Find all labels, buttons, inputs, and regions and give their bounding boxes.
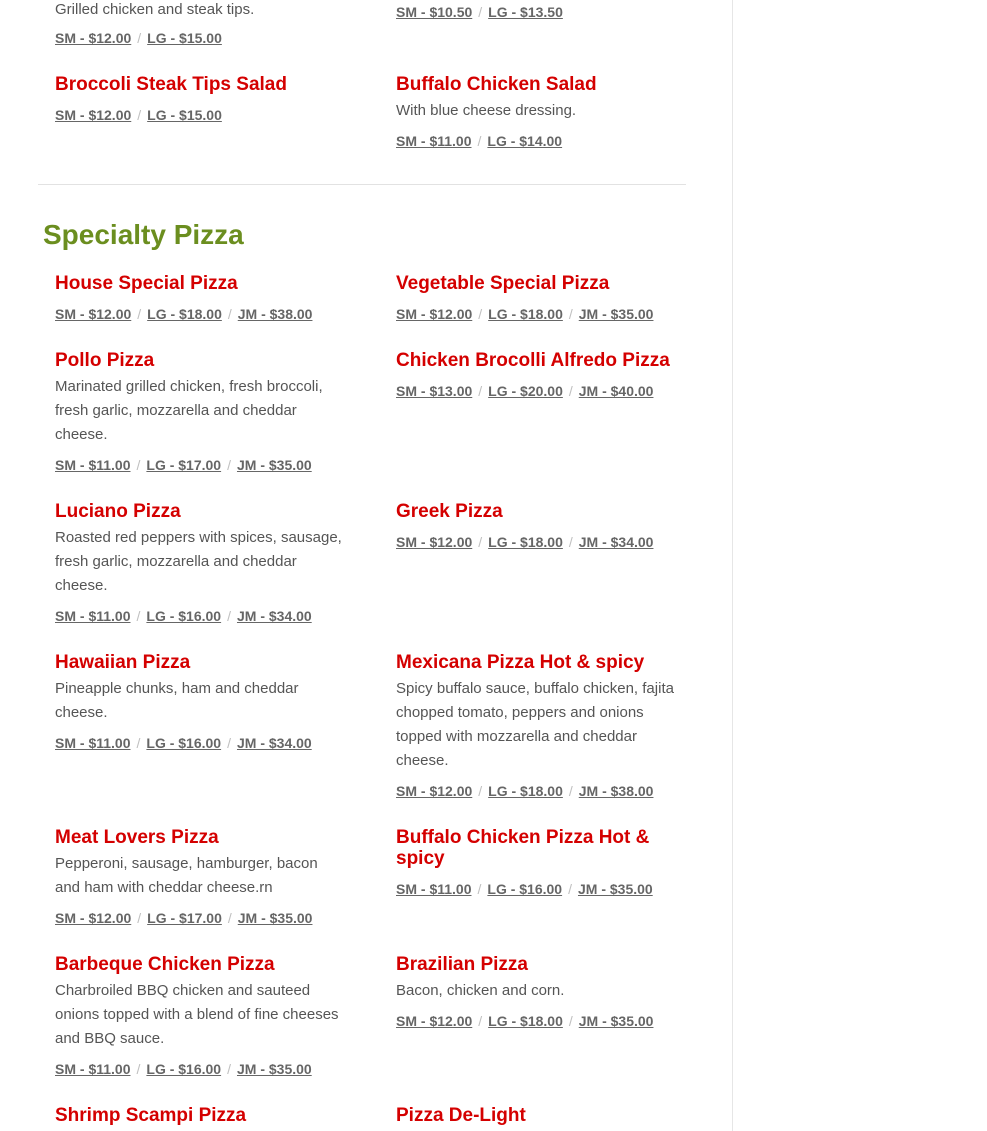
price-separator: / xyxy=(568,383,573,399)
pizza-prices xyxy=(396,534,653,550)
price-link[interactable]: SM - $11.00 xyxy=(396,881,472,897)
pizza-prices xyxy=(396,306,653,322)
pizza-prices xyxy=(55,1061,312,1077)
price-link[interactable]: JM - $40.00 xyxy=(578,383,654,399)
price-link[interactable]: SM - $13.00 xyxy=(396,383,473,399)
price-separator: / xyxy=(478,383,483,399)
price-separator: / xyxy=(478,534,483,550)
salad-prices xyxy=(396,4,563,20)
price-link[interactable]: JM - $35.00 xyxy=(236,457,312,473)
price-link[interactable]: SM - $12.00 xyxy=(55,30,132,46)
pizza-description: Bacon, chicken and corn. xyxy=(396,982,565,999)
price-link[interactable]: LG - $17.00 xyxy=(146,457,222,473)
price-separator: / xyxy=(478,306,483,322)
pizza-description: Marinated grilled chicken, fresh broccoli, fresh garlic, mozzarella and cheddar cheese. xyxy=(55,378,323,443)
price-link[interactable]: LG - $16.00 xyxy=(146,735,222,751)
price-link[interactable]: LG - $16.00 xyxy=(146,1061,222,1077)
pizza-name: Pollo Pizza xyxy=(55,350,155,371)
price-link[interactable]: LG - $16.00 xyxy=(487,881,563,897)
price-link[interactable]: LG - $18.00 xyxy=(488,534,563,550)
price-link[interactable]: SM - $12.00 xyxy=(55,306,132,322)
price-separator: / xyxy=(136,1061,141,1077)
salad-description: With blue cheese dressing. xyxy=(396,102,577,119)
price-link[interactable]: LG - $18.00 xyxy=(488,1013,563,1029)
pizza-name: Barbeque Chicken Pizza xyxy=(55,954,275,975)
salad-prices xyxy=(55,107,222,123)
price-link[interactable]: SM - $12.00 xyxy=(396,783,473,799)
price-link[interactable]: LG - $15.00 xyxy=(147,30,222,46)
pizza-name: Shrimp Scampi Pizza xyxy=(55,1105,247,1126)
price-link[interactable]: LG - $16.00 xyxy=(146,608,222,624)
price-separator: / xyxy=(227,457,231,473)
pizza-name: Greek Pizza xyxy=(396,501,503,522)
price-link[interactable]: SM - $11.00 xyxy=(55,735,131,751)
price-separator: / xyxy=(227,608,231,624)
pizza-name: Mexicana Pizza Hot & spicy xyxy=(396,652,645,673)
pizza-name: Luciano Pizza xyxy=(55,501,181,522)
section-title: Specialty Pizza xyxy=(43,219,244,250)
salad-prices xyxy=(396,133,562,149)
price-separator: / xyxy=(227,910,232,926)
price-link[interactable]: LG - $15.00 xyxy=(147,107,222,123)
pizza-prices xyxy=(55,306,312,322)
pizza-prices xyxy=(396,881,653,897)
pizza-name: Pizza De-Light xyxy=(396,1105,526,1126)
price-link[interactable]: LG - $18.00 xyxy=(488,306,563,322)
price-separator: / xyxy=(136,608,141,624)
price-link[interactable]: SM - $12.00 xyxy=(396,534,473,550)
price-separator: / xyxy=(478,1013,483,1029)
pizza-prices xyxy=(396,783,653,799)
price-separator: / xyxy=(137,306,142,322)
pizza-prices xyxy=(55,910,312,926)
price-link[interactable]: LG - $14.00 xyxy=(487,133,563,149)
price-separator: / xyxy=(478,4,483,20)
price-link[interactable]: SM - $10.50 xyxy=(396,4,473,20)
price-link[interactable]: JM - $34.00 xyxy=(236,735,312,751)
pizza-description: Pepperoni, sausage, hamburger, bacon and ham with cheddar cheese.rn xyxy=(55,855,318,896)
pizza-name: Brazilian Pizza xyxy=(396,954,528,975)
price-separator: / xyxy=(137,30,142,46)
salad-prices xyxy=(55,30,222,46)
price-separator: / xyxy=(227,306,232,322)
price-link[interactable]: JM - $35.00 xyxy=(578,1013,654,1029)
pizza-name: Meat Lovers Pizza xyxy=(55,827,219,848)
pizza-prices xyxy=(55,457,312,473)
pizza-name: Chicken Brocolli Alfredo Pizza xyxy=(396,350,670,371)
price-link[interactable]: LG - $18.00 xyxy=(488,783,563,799)
price-separator: / xyxy=(478,783,483,799)
price-separator: / xyxy=(137,910,142,926)
price-link[interactable]: JM - $34.00 xyxy=(236,608,312,624)
price-separator: / xyxy=(227,1061,231,1077)
price-link[interactable]: SM - $11.00 xyxy=(55,608,131,624)
price-separator: / xyxy=(568,534,573,550)
pizza-name: Hawaiian Pizza xyxy=(55,652,191,673)
price-link[interactable]: SM - $11.00 xyxy=(55,1061,131,1077)
price-link[interactable]: LG - $13.50 xyxy=(488,4,563,20)
price-link[interactable]: JM - $38.00 xyxy=(578,783,654,799)
pizza-prices xyxy=(396,383,653,399)
pizza-description: Spicy buffalo sauce, buffalo chicken, fajita chopped tomato, peppers and onions topped with mozzarella and cheddar cheese. xyxy=(396,680,674,769)
price-link[interactable]: JM - $38.00 xyxy=(237,306,313,322)
pizza-prices xyxy=(55,608,312,624)
price-link[interactable]: SM - $11.00 xyxy=(396,133,472,149)
price-separator: / xyxy=(568,783,573,799)
price-link[interactable]: LG - $18.00 xyxy=(147,306,222,322)
pizza-description: Pineapple chunks, ham and cheddar cheese. xyxy=(55,680,299,721)
pizza-description: Roasted red peppers with spices, sausage, fresh garlic, mozzarella and cheddar cheese. xyxy=(55,529,342,594)
price-link[interactable]: JM - $34.00 xyxy=(578,534,654,550)
price-separator: / xyxy=(568,881,572,897)
price-separator: / xyxy=(136,735,141,751)
price-separator: / xyxy=(136,457,141,473)
price-link[interactable]: SM - $12.00 xyxy=(55,107,132,123)
price-link[interactable]: JM - $35.00 xyxy=(236,1061,312,1077)
column-divider xyxy=(732,0,733,1131)
section-divider xyxy=(38,184,686,185)
price-link[interactable]: LG - $17.00 xyxy=(147,910,222,926)
price-separator: / xyxy=(477,133,482,149)
price-separator: / xyxy=(137,107,142,123)
price-link[interactable]: SM - $12.00 xyxy=(396,306,473,322)
price-link[interactable]: SM - $12.00 xyxy=(396,1013,473,1029)
salad-name: Buffalo Chicken Salad xyxy=(396,74,597,95)
salad-name: Broccoli Steak Tips Salad xyxy=(55,74,287,95)
pizza-description: Charbroiled BBQ chicken and sauteed onions topped with a blend of fine cheeses and BBQ sauce. xyxy=(55,982,339,1047)
price-link[interactable]: JM - $35.00 xyxy=(237,910,313,926)
price-separator: / xyxy=(227,735,231,751)
price-separator: / xyxy=(568,1013,573,1029)
pizza-prices xyxy=(396,1013,653,1029)
price-separator: / xyxy=(477,881,482,897)
pizza-prices xyxy=(55,735,312,751)
salad-description: Grilled chicken and steak tips. xyxy=(55,1,255,18)
pizza-name: Buffalo Chicken Pizza Hot & spicy xyxy=(396,827,650,869)
pizza-name: House Special Pizza xyxy=(55,273,238,294)
price-link[interactable]: SM - $11.00 xyxy=(55,457,131,473)
price-link[interactable]: JM - $35.00 xyxy=(577,881,653,897)
price-link[interactable]: JM - $35.00 xyxy=(578,306,654,322)
price-separator: / xyxy=(568,306,573,322)
price-link[interactable]: SM - $12.00 xyxy=(55,910,132,926)
price-link[interactable]: LG - $20.00 xyxy=(488,383,563,399)
pizza-name: Vegetable Special Pizza xyxy=(396,273,610,294)
